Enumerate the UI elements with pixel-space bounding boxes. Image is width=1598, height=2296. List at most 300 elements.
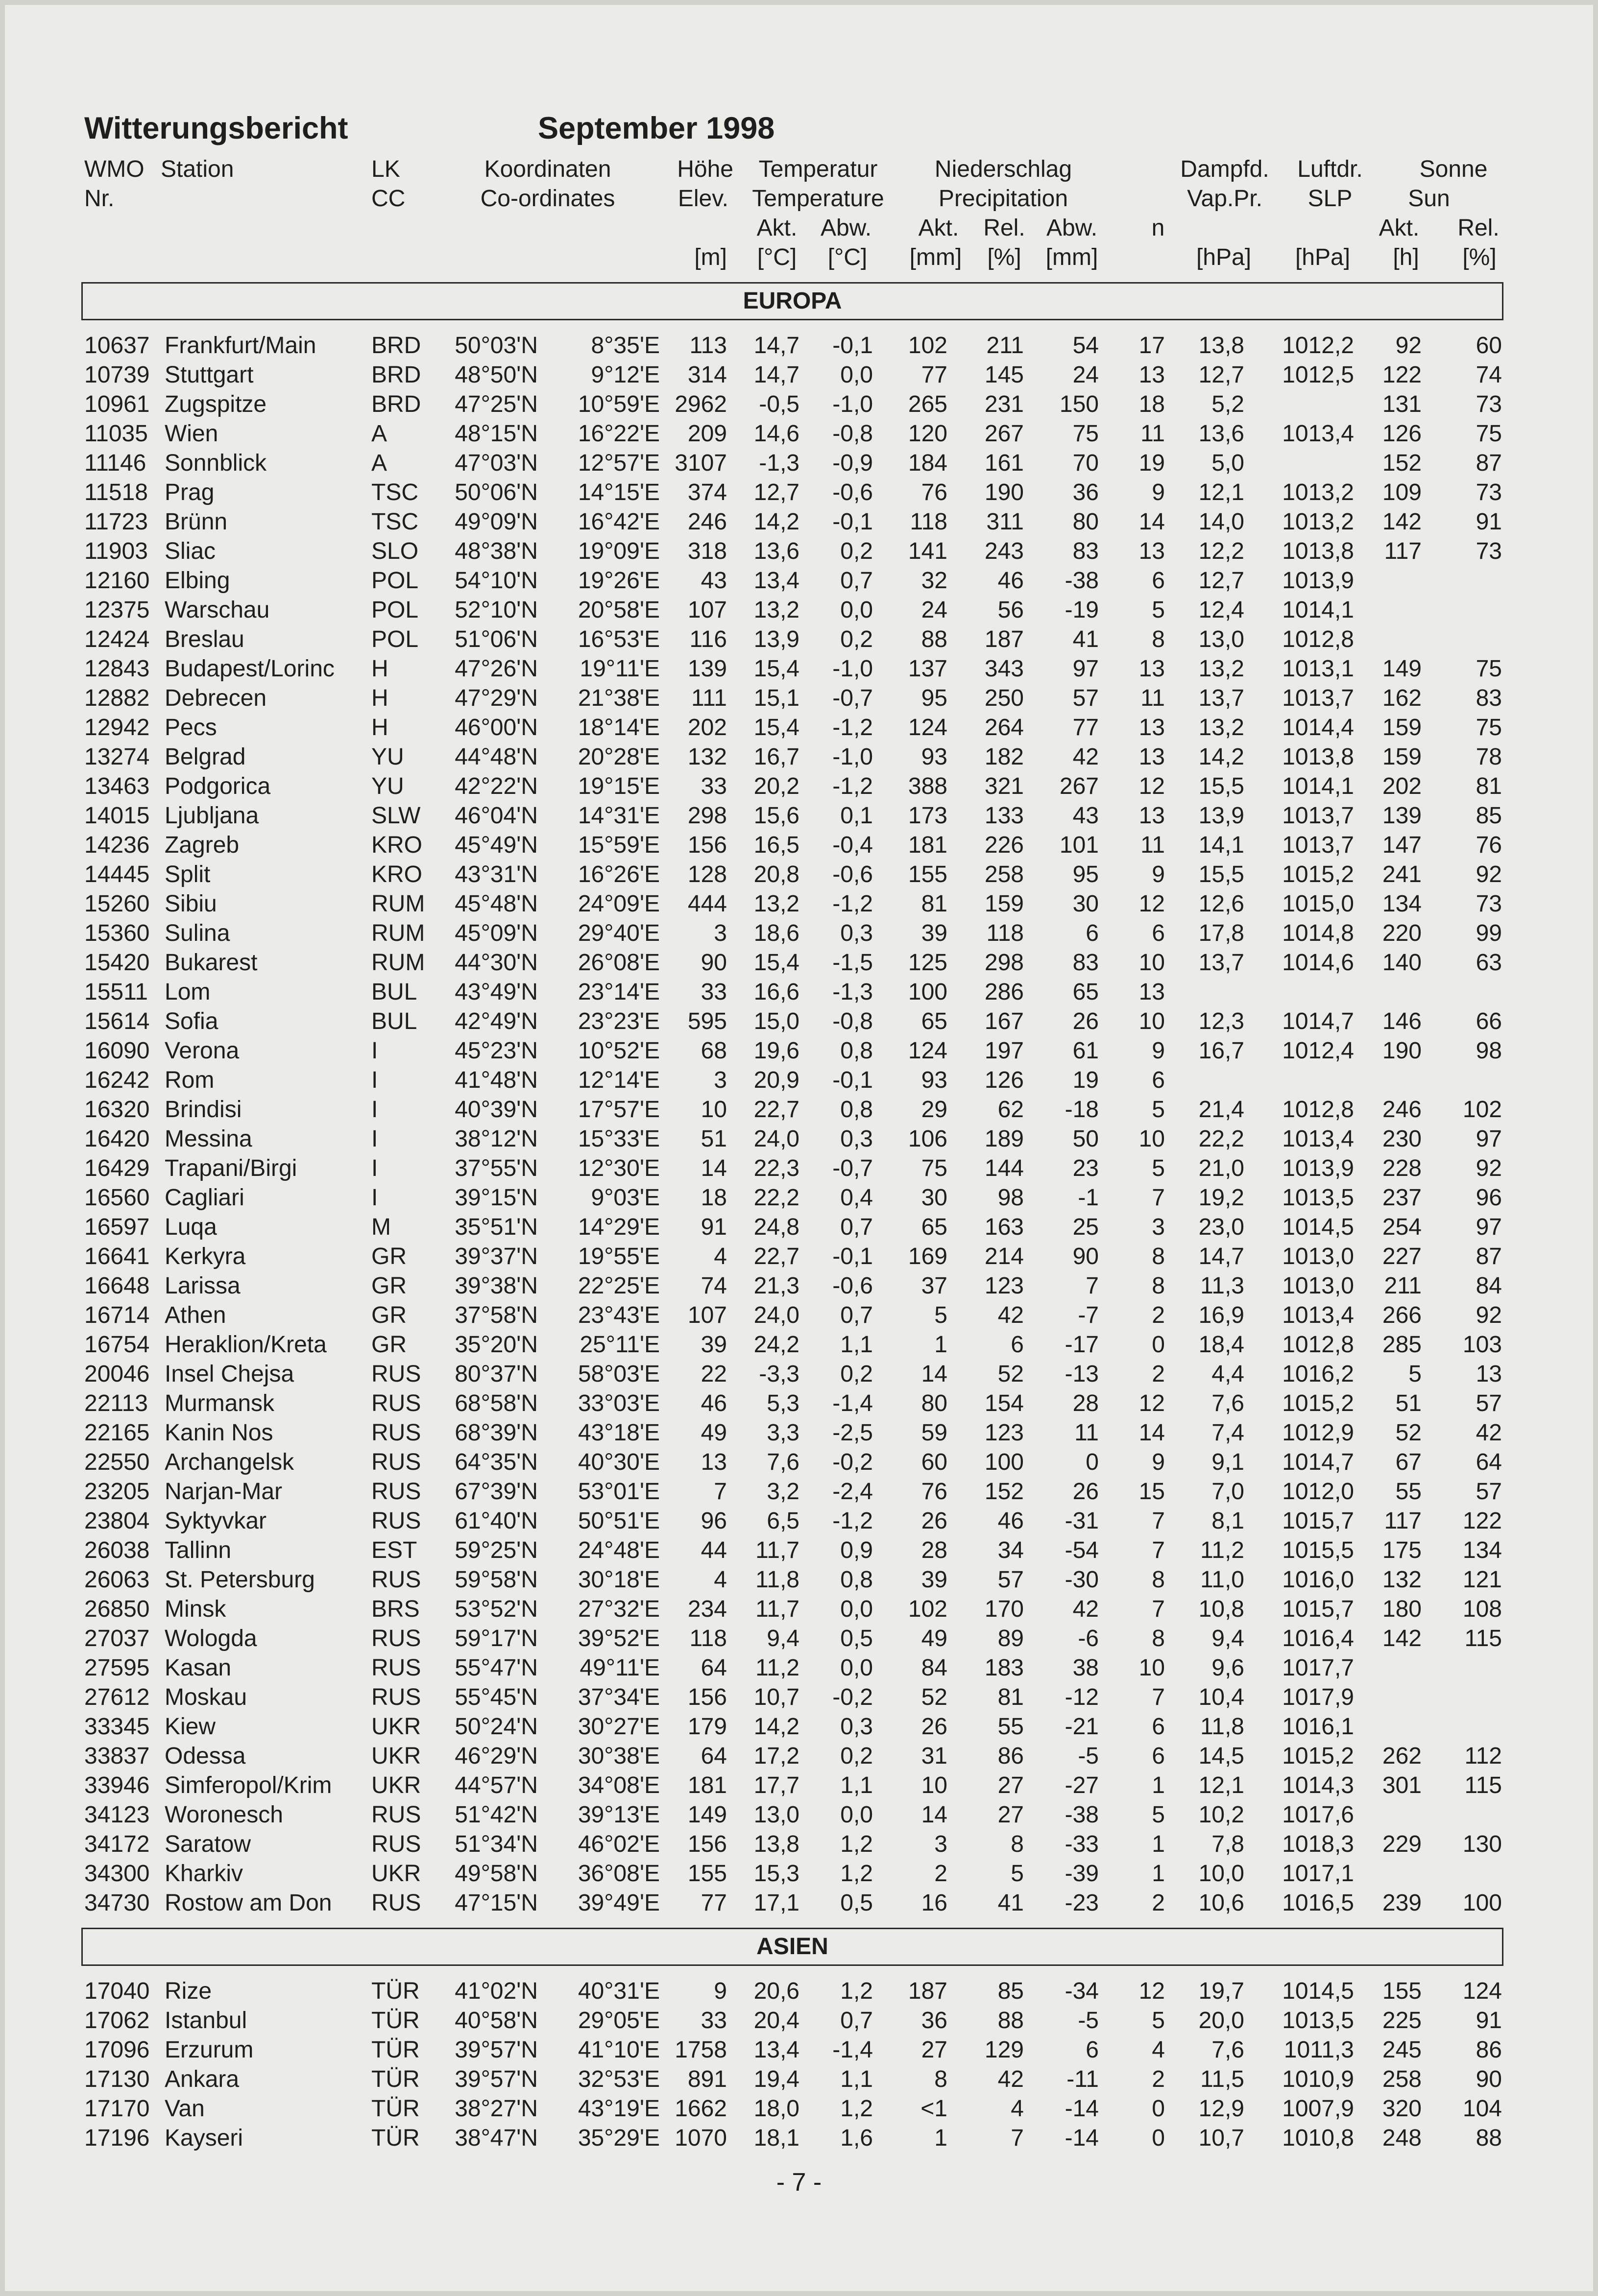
- cell-prec-rel: 57: [997, 1567, 1024, 1593]
- cell-n-days: 8: [1152, 626, 1165, 652]
- cell-sun-rel: 73: [1476, 391, 1502, 417]
- cell-n-days: 18: [1138, 391, 1165, 417]
- cell-vappr: 23,0: [1198, 1214, 1244, 1240]
- cell-sun-akt: 301: [1382, 1772, 1422, 1798]
- cell-station: Moskau: [165, 1684, 247, 1710]
- cell-longitude: 18°14'E: [578, 715, 660, 741]
- cell-station: Rostow am Don: [165, 1890, 332, 1916]
- cell-slp: 1017,6: [1282, 1802, 1354, 1828]
- cell-country: RUS: [371, 1479, 421, 1505]
- cell-wmo-nr: 14015: [84, 803, 150, 829]
- header-temp-abw: Abw.: [820, 215, 872, 241]
- cell-slp: 1011,3: [1283, 2037, 1354, 2063]
- table-row: [0, 1095, 1598, 1124]
- header-lk: LK: [371, 156, 400, 182]
- cell-vappr: 12,1: [1198, 1772, 1244, 1798]
- cell-wmo-nr: 12882: [84, 685, 150, 711]
- cell-sun-rel: 115: [1464, 1772, 1502, 1798]
- cell-elevation: 118: [689, 1626, 727, 1651]
- cell-prec-akt: 37: [921, 1273, 947, 1299]
- cell-n-days: 14: [1138, 509, 1165, 535]
- cell-prec-rel: 55: [997, 1714, 1024, 1740]
- cell-prec-abw: 267: [1059, 773, 1099, 799]
- cell-prec-rel: 4: [1011, 2096, 1024, 2122]
- cell-vappr: 11,8: [1200, 1714, 1244, 1740]
- cell-longitude: 14°31'E: [578, 803, 660, 829]
- cell-sun-akt: 109: [1382, 479, 1422, 505]
- cell-station: Breslau: [165, 626, 244, 652]
- cell-wmo-nr: 13463: [84, 773, 150, 799]
- cell-prec-akt: 169: [908, 1244, 947, 1269]
- cell-sun-akt: 117: [1384, 1508, 1422, 1534]
- cell-sun-akt: 258: [1382, 2066, 1422, 2092]
- cell-sun-rel: 13: [1476, 1361, 1502, 1387]
- cell-slp: 1007,9: [1282, 2096, 1354, 2122]
- cell-country: RUS: [371, 1831, 421, 1857]
- cell-elevation: 22: [701, 1361, 727, 1387]
- cell-elevation: 156: [687, 1684, 727, 1710]
- cell-temp-akt: 11,2: [755, 1655, 799, 1681]
- cell-sun-akt: 131: [1382, 391, 1422, 417]
- cell-elevation: 33: [701, 979, 727, 1005]
- cell-temp-akt: 7,6: [767, 1449, 799, 1475]
- cell-temp-akt: -3,3: [759, 1361, 799, 1387]
- cell-country: TÜR: [371, 2096, 420, 2122]
- cell-temp-abw: 0,7: [840, 1302, 873, 1328]
- cell-country: RUS: [371, 1508, 421, 1534]
- cell-slp: 1010,9: [1282, 2066, 1354, 2092]
- cell-prec-akt: 24: [921, 597, 947, 623]
- cell-wmo-nr: 12375: [84, 597, 150, 623]
- cell-longitude: 21°38'E: [578, 685, 660, 711]
- cell-latitude: 53°52'N: [455, 1596, 538, 1622]
- cell-longitude: 50°51'E: [578, 1508, 660, 1534]
- table-row: [0, 419, 1598, 449]
- cell-country: I: [371, 1185, 378, 1211]
- cell-temp-akt: 14,2: [753, 509, 799, 535]
- cell-latitude: 45°49'N: [455, 832, 538, 858]
- cell-station: Split: [165, 861, 211, 887]
- cell-station: Zugspitze: [165, 391, 267, 417]
- cell-slp: 1015,5: [1282, 1537, 1354, 1563]
- cell-temp-abw: -0,4: [832, 832, 873, 858]
- cell-elevation: 132: [687, 744, 727, 770]
- cell-temp-akt: 3,3: [767, 1420, 799, 1446]
- cell-temp-abw: -1,0: [832, 744, 873, 770]
- cell-longitude: 12°57'E: [578, 450, 660, 476]
- cell-elevation: 128: [687, 861, 727, 887]
- cell-n-days: 7: [1152, 1185, 1165, 1211]
- cell-station: Trapani/Birgi: [165, 1155, 297, 1181]
- cell-station: Belgrad: [165, 744, 246, 770]
- cell-vappr: 13,7: [1198, 685, 1244, 711]
- cell-station: Kasan: [165, 1655, 232, 1681]
- cell-elevation: 1662: [675, 2096, 727, 2122]
- cell-latitude: 55°47'N: [455, 1655, 538, 1681]
- cell-longitude: 16°53'E: [578, 626, 660, 652]
- header-luftdr: Luftdr.: [1297, 156, 1363, 182]
- cell-country: UKR: [371, 1772, 421, 1798]
- cell-prec-akt: 118: [910, 509, 947, 535]
- cell-slp: 1012,8: [1282, 1097, 1354, 1123]
- cell-temp-abw: 0,3: [840, 1126, 873, 1152]
- cell-elevation: 314: [687, 362, 727, 388]
- cell-sun-akt: 237: [1382, 1185, 1422, 1211]
- cell-country: BUL: [371, 979, 417, 1005]
- cell-prec-abw: 83: [1072, 538, 1099, 564]
- cell-longitude: 33°03'E: [578, 1390, 660, 1416]
- cell-temp-akt: 20,4: [753, 2008, 799, 2033]
- cell-vappr: 13,6: [1198, 421, 1244, 447]
- cell-country: UKR: [371, 1861, 421, 1887]
- cell-elevation: 107: [687, 1302, 727, 1328]
- cell-latitude: 39°57'N: [455, 2066, 538, 2092]
- cell-country: TÜR: [371, 1978, 420, 2004]
- cell-longitude: 19°26'E: [578, 568, 660, 594]
- cell-elevation: 14: [701, 1155, 727, 1181]
- cell-prec-akt: 75: [921, 1155, 947, 1181]
- cell-latitude: 44°30'N: [455, 950, 538, 976]
- cell-temp-akt: 6,5: [767, 1508, 799, 1534]
- cell-temp-akt: 15,4: [753, 715, 799, 741]
- cell-station: Heraklion/Kreta: [165, 1332, 327, 1358]
- cell-wmo-nr: 33345: [84, 1714, 150, 1740]
- cell-elevation: 1758: [675, 2037, 727, 2063]
- cell-sun-akt: 146: [1382, 1008, 1422, 1034]
- cell-country: BUL: [371, 1008, 417, 1034]
- cell-temp-akt: 16,6: [753, 979, 799, 1005]
- cell-longitude: 14°15'E: [578, 479, 660, 505]
- cell-sun-rel: 66: [1476, 1008, 1502, 1034]
- cell-country: GR: [371, 1244, 407, 1269]
- cell-slp: 1013,1: [1282, 656, 1354, 682]
- cell-temp-akt: 24,0: [753, 1302, 799, 1328]
- cell-station: Ljubljana: [165, 803, 259, 829]
- cell-slp: 1012,8: [1282, 626, 1354, 652]
- cell-sun-rel: 134: [1462, 1537, 1502, 1563]
- cell-elevation: 4: [714, 1567, 727, 1593]
- cell-sun-akt: 162: [1382, 685, 1422, 711]
- cell-wmo-nr: 16242: [84, 1067, 150, 1093]
- header-station: Station: [161, 156, 234, 182]
- cell-elevation: 64: [701, 1743, 727, 1769]
- cell-longitude: 15°59'E: [578, 832, 660, 858]
- header-dampfd: Dampfd.: [1180, 156, 1269, 182]
- cell-slp: 1014,7: [1282, 1449, 1354, 1475]
- cell-vappr: 12,4: [1198, 597, 1244, 623]
- cell-elevation: 33: [701, 773, 727, 799]
- cell-elevation: 64: [701, 1655, 727, 1681]
- cell-longitude: 15°33'E: [578, 1126, 660, 1152]
- cell-longitude: 20°58'E: [578, 597, 660, 623]
- cell-longitude: 29°05'E: [578, 2008, 660, 2033]
- table-row: [0, 1507, 1598, 1536]
- cell-temp-abw: -2,5: [832, 1420, 873, 1446]
- cell-country: GR: [371, 1332, 407, 1358]
- cell-elevation: 46: [701, 1390, 727, 1416]
- cell-longitude: 20°28'E: [578, 744, 660, 770]
- header-sonne: Sonne: [1419, 156, 1488, 182]
- cell-temp-akt: 22,3: [753, 1155, 799, 1181]
- cell-sun-akt: 220: [1382, 920, 1422, 946]
- cell-temp-abw: -1,3: [832, 979, 873, 1005]
- cell-vappr: 4,4: [1211, 1361, 1244, 1387]
- cell-prec-akt: 14: [921, 1361, 947, 1387]
- cell-slp: 1015,2: [1282, 1390, 1354, 1416]
- cell-sun-akt: 254: [1382, 1214, 1422, 1240]
- cell-n-days: 19: [1138, 450, 1165, 476]
- cell-station: Rize: [165, 1978, 212, 2004]
- cell-country: I: [371, 1155, 378, 1181]
- table-row: [0, 1889, 1598, 1918]
- table-row: [0, 478, 1598, 507]
- cell-n-days: 0: [1152, 2096, 1165, 2122]
- cell-sun-rel: 124: [1462, 1978, 1502, 2004]
- cell-wmo-nr: 17062: [84, 2008, 150, 2033]
- cell-temp-abw: 0,1: [840, 803, 873, 829]
- cell-n-days: 17: [1138, 333, 1165, 359]
- cell-sun-akt: 262: [1382, 1743, 1422, 1769]
- cell-prec-akt: 187: [908, 1978, 947, 2004]
- cell-latitude: 49°58'N: [455, 1861, 538, 1887]
- table-row: [0, 1477, 1598, 1507]
- cell-station: Frankfurt/Main: [165, 333, 316, 359]
- cell-slp: 1012,0: [1282, 1479, 1354, 1505]
- cell-elevation: 298: [687, 803, 727, 829]
- cell-temp-akt: 16,7: [753, 744, 799, 770]
- header-prec-abw: Abw.: [1046, 215, 1098, 241]
- cell-temp-abw: 0,0: [840, 362, 873, 388]
- cell-vappr: 7,6: [1211, 2037, 1244, 2063]
- table-row: [0, 1536, 1598, 1565]
- cell-temp-abw: -0,9: [832, 450, 873, 476]
- header-prec-rel-unit: [%]: [987, 244, 1021, 270]
- cell-prec-abw: -1: [1078, 1185, 1099, 1211]
- cell-n-days: 14: [1138, 1420, 1165, 1446]
- cell-n-days: 1: [1152, 1831, 1165, 1857]
- cell-temp-akt: 18,6: [753, 920, 799, 946]
- cell-slp: 1016,0: [1282, 1567, 1354, 1593]
- cell-country: YU: [371, 773, 404, 799]
- cell-temp-abw: -1,4: [832, 2037, 873, 2063]
- cell-vappr: 13,0: [1198, 626, 1244, 652]
- cell-vappr: 9,6: [1211, 1655, 1244, 1681]
- cell-n-days: 5: [1152, 1097, 1165, 1123]
- cell-longitude: 43°19'E: [578, 2096, 660, 2122]
- cell-prec-abw: 95: [1072, 861, 1099, 887]
- cell-wmo-nr: 16320: [84, 1097, 150, 1123]
- cell-longitude: 19°09'E: [578, 538, 660, 564]
- cell-prec-akt: 39: [921, 920, 947, 946]
- cell-prec-rel: 144: [984, 1155, 1024, 1181]
- cell-prec-akt: 5: [934, 1302, 947, 1328]
- header-n: n: [1151, 215, 1165, 241]
- cell-temp-akt: 15,4: [753, 656, 799, 682]
- cell-longitude: 12°14'E: [578, 1067, 660, 1093]
- cell-country: KRO: [371, 861, 423, 887]
- cell-sun-akt: 142: [1382, 1626, 1422, 1651]
- cell-temp-akt: 22,2: [753, 1185, 799, 1211]
- cell-temp-abw: 1,2: [840, 2096, 873, 2122]
- table-row: [0, 1977, 1598, 2006]
- cell-prec-abw: 150: [1059, 391, 1099, 417]
- cell-elevation: 3: [714, 920, 727, 946]
- table-row: [0, 1418, 1598, 1448]
- cell-prec-abw: 42: [1072, 1596, 1099, 1622]
- cell-latitude: 52°10'N: [455, 597, 538, 623]
- cell-prec-abw: 57: [1072, 685, 1099, 711]
- cell-n-days: 8: [1152, 1273, 1165, 1299]
- cell-prec-rel: 286: [984, 979, 1024, 1005]
- cell-longitude: 23°23'E: [578, 1008, 660, 1034]
- cell-sun-rel: 130: [1462, 1831, 1502, 1857]
- cell-elevation: 10: [701, 1097, 727, 1123]
- cell-prec-rel: 226: [984, 832, 1024, 858]
- cell-station: Erzurum: [165, 2037, 254, 2063]
- cell-station: Brindisi: [165, 1097, 242, 1123]
- cell-temp-akt: 12,7: [753, 479, 799, 505]
- cell-longitude: 49°11'E: [580, 1655, 660, 1681]
- cell-station: Wien: [165, 421, 218, 447]
- table-row: [0, 978, 1598, 1007]
- cell-n-days: 13: [1138, 656, 1165, 682]
- cell-longitude: 22°25'E: [578, 1273, 660, 1299]
- cell-sun-akt: 246: [1382, 1097, 1422, 1123]
- cell-country: TÜR: [371, 2125, 420, 2151]
- cell-wmo-nr: 27595: [84, 1655, 150, 1681]
- cell-temp-abw: -0,6: [832, 861, 873, 887]
- cell-country: GR: [371, 1302, 407, 1328]
- cell-temp-akt: 17,7: [753, 1772, 799, 1798]
- cell-prec-rel: 211: [986, 333, 1024, 359]
- cell-prec-akt: 84: [921, 1655, 947, 1681]
- cell-sun-akt: 142: [1382, 509, 1422, 535]
- cell-wmo-nr: 13274: [84, 744, 150, 770]
- table-row: [0, 2094, 1598, 2124]
- cell-temp-akt: 10,7: [753, 1684, 799, 1710]
- cell-station: Sibiu: [165, 891, 217, 917]
- cell-longitude: 16°42'E: [578, 509, 660, 535]
- cell-longitude: 58°03'E: [578, 1361, 660, 1387]
- cell-prec-abw: 97: [1072, 656, 1099, 682]
- cell-wmo-nr: 17196: [84, 2125, 150, 2151]
- cell-station: Van: [165, 2096, 205, 2122]
- cell-prec-abw: -19: [1065, 597, 1099, 623]
- cell-prec-akt: 1: [934, 1332, 947, 1358]
- cell-longitude: 30°18'E: [578, 1567, 660, 1593]
- cell-sun-akt: 132: [1382, 1567, 1422, 1593]
- cell-latitude: 42°49'N: [455, 1008, 538, 1034]
- cell-slp: 1013,5: [1282, 1185, 1354, 1211]
- cell-prec-abw: 24: [1072, 362, 1099, 388]
- cell-temp-abw: -1,4: [832, 1390, 873, 1416]
- cell-slp: 1015,0: [1282, 891, 1354, 917]
- cell-station: Elbing: [165, 568, 230, 594]
- cell-prec-akt: 81: [921, 891, 947, 917]
- cell-station: Prag: [165, 479, 215, 505]
- cell-temp-abw: 0,7: [840, 568, 873, 594]
- cell-prec-rel: 5: [1011, 1861, 1024, 1887]
- table-row: [0, 742, 1598, 772]
- cell-prec-akt: 125: [908, 950, 947, 976]
- cell-temp-akt: 15,1: [753, 685, 799, 711]
- cell-sun-akt: 241: [1382, 861, 1422, 887]
- cell-sun-akt: 139: [1382, 803, 1422, 829]
- cell-n-days: 5: [1152, 597, 1165, 623]
- cell-longitude: 39°52'E: [578, 1626, 660, 1651]
- cell-temp-abw: -0,1: [832, 333, 873, 359]
- cell-longitude: 14°29'E: [578, 1214, 660, 1240]
- cell-temp-akt: 20,6: [753, 1978, 799, 2004]
- cell-prec-abw: 54: [1072, 333, 1099, 359]
- cell-sun-rel: 108: [1462, 1596, 1502, 1622]
- cell-station: Messina: [165, 1126, 252, 1152]
- cell-longitude: 17°57'E: [578, 1097, 660, 1123]
- cell-prec-rel: 56: [997, 597, 1024, 623]
- table-row: [0, 1653, 1598, 1683]
- cell-prec-abw: 26: [1072, 1008, 1099, 1034]
- cell-slp: 1016,4: [1282, 1626, 1354, 1651]
- cell-vappr: 9,1: [1211, 1449, 1244, 1475]
- cell-longitude: 26°08'E: [578, 950, 660, 976]
- cell-longitude: 19°55'E: [578, 1244, 660, 1269]
- cell-wmo-nr: 17096: [84, 2037, 150, 2063]
- cell-vappr: 19,2: [1198, 1185, 1244, 1211]
- cell-prec-akt: 120: [908, 421, 947, 447]
- cell-prec-rel: 243: [984, 538, 1024, 564]
- cell-vappr: 12,6: [1198, 891, 1244, 917]
- header-elev: Elev.: [678, 186, 728, 212]
- cell-longitude: 34°08'E: [578, 1772, 660, 1798]
- cell-longitude: 32°53'E: [578, 2066, 660, 2092]
- cell-sun-akt: 190: [1382, 1038, 1422, 1064]
- cell-wmo-nr: 10739: [84, 362, 150, 388]
- cell-temp-abw: -0,6: [832, 479, 873, 505]
- cell-wmo-nr: 17130: [84, 2066, 150, 2092]
- header-prec-rel: Rel.: [983, 215, 1025, 241]
- cell-latitude: 51°42'N: [455, 1802, 538, 1828]
- cell-station: Tallinn: [165, 1537, 232, 1563]
- table-row: [0, 948, 1598, 978]
- table-row: [0, 1330, 1598, 1360]
- cell-sun-rel: 88: [1476, 2125, 1502, 2151]
- cell-n-days: 13: [1138, 744, 1165, 770]
- cell-temp-akt: 15,0: [753, 1008, 799, 1034]
- cell-vappr: 9,4: [1211, 1626, 1244, 1651]
- cell-wmo-nr: 11035: [84, 421, 148, 447]
- cell-prec-abw: -7: [1078, 1302, 1099, 1328]
- cell-prec-rel: 129: [984, 2037, 1024, 2063]
- cell-slp: 1013,9: [1282, 568, 1354, 594]
- cell-temp-akt: 16,5: [753, 832, 799, 858]
- cell-temp-akt: 11,7: [755, 1537, 799, 1563]
- table-row: [0, 625, 1598, 654]
- cell-slp: 1013,8: [1282, 744, 1354, 770]
- cell-longitude: 36°08'E: [578, 1861, 660, 1887]
- cell-station: St. Petersburg: [165, 1567, 315, 1593]
- cell-country: RUS: [371, 1361, 421, 1387]
- cell-station: Verona: [165, 1038, 240, 1064]
- cell-vappr: 14,2: [1198, 744, 1244, 770]
- cell-station: Kharkiv: [165, 1861, 243, 1887]
- cell-temp-abw: 0,4: [840, 1185, 873, 1211]
- cell-temp-abw: 1,2: [840, 1978, 873, 2004]
- cell-n-days: 5: [1152, 1802, 1165, 1828]
- cell-vappr: 7,0: [1211, 1479, 1244, 1505]
- cell-longitude: 46°02'E: [578, 1831, 660, 1857]
- cell-temp-akt: 14,6: [753, 421, 799, 447]
- cell-longitude: 24°09'E: [578, 891, 660, 917]
